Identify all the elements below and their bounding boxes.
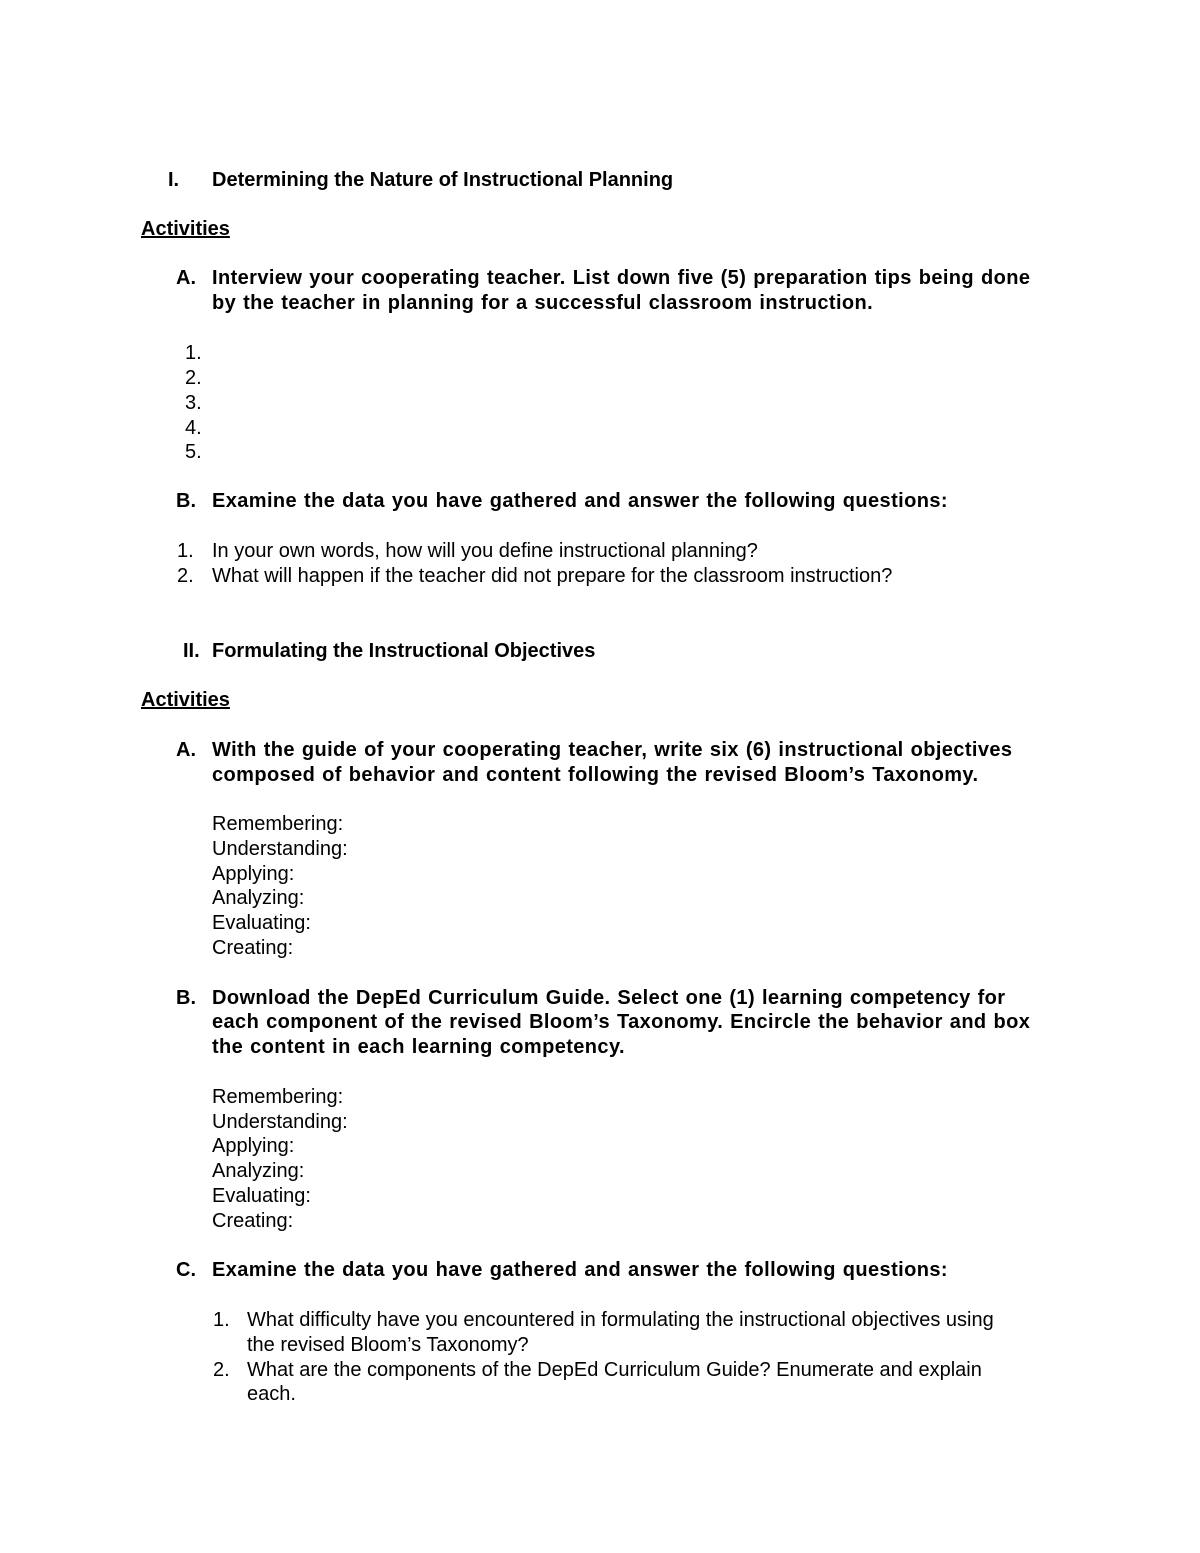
list-item: 2. — [185, 367, 202, 389]
bloom-level-label: Remembering: — [212, 813, 344, 835]
section2-title: Formulating the Instructional Objectives — [212, 640, 596, 662]
section2-numeral: II. — [183, 640, 200, 662]
section1-title: Determining the Nature of Instructional Planning — [212, 169, 674, 191]
list-item: 5. — [185, 441, 202, 463]
section1-activities-heading: Activities — [141, 218, 230, 240]
bloom-level-label: Creating: — [212, 937, 294, 959]
bloom-level-label: Evaluating: — [212, 912, 311, 934]
question-text-line1: What difficulty have you encountered in formulating the instructional objectives using — [247, 1309, 994, 1331]
section2-b-letter: B. — [176, 987, 196, 1009]
question-number: 2. — [177, 565, 194, 587]
bloom-level-label: Analyzing: — [212, 887, 305, 909]
list-item: 1. — [185, 342, 202, 364]
section2-b-line2: each component of the revised Bloom’s Taxonomy. Encircle the behavior and box — [212, 1011, 1031, 1033]
section2-a-letter: A. — [176, 739, 196, 761]
bloom-level-label: Understanding: — [212, 838, 348, 860]
bloom-level-label: Evaluating: — [212, 1185, 311, 1207]
question-text-line2: the revised Bloom’s Taxonomy? — [247, 1334, 529, 1356]
section2-activities-heading: Activities — [141, 689, 230, 711]
bloom-level-label: Understanding: — [212, 1111, 348, 1133]
bloom-level-label: Remembering: — [212, 1086, 344, 1108]
section2-a-line1: With the guide of your cooperating teacher, write six (6) instructional objectives — [212, 739, 1013, 761]
section2-b-line3: the content in each learning competency. — [212, 1036, 625, 1058]
question-number: 1. — [213, 1309, 230, 1331]
section2-a-line2: composed of behavior and content following the revised Bloom’s Taxonomy. — [212, 764, 979, 786]
section1-b-letter: B. — [176, 490, 196, 512]
section2-b-line1: Download the DepEd Curriculum Guide. Select one (1) learning competency for — [212, 987, 1006, 1009]
bloom-level-label: Creating: — [212, 1210, 294, 1232]
section1-a-line1: Interview your cooperating teacher. List down five (5) preparation tips being done — [212, 267, 1031, 289]
section2-c-text: Examine the data you have gathered and answer the following questions: — [212, 1259, 948, 1281]
question-number: 2. — [213, 1359, 230, 1381]
section2-c-letter: C. — [176, 1259, 196, 1281]
question-text: In your own words, how will you define instructional planning? — [212, 540, 758, 562]
bloom-level-label: Analyzing: — [212, 1160, 305, 1182]
question-text-line1: What are the components of the DepEd Curriculum Guide? Enumerate and explain — [247, 1359, 982, 1381]
question-text-line2: each. — [247, 1383, 296, 1405]
list-item: 3. — [185, 392, 202, 414]
bloom-level-label: Applying: — [212, 1135, 295, 1157]
section1-a-line2: by the teacher in planning for a successful classroom instruction. — [212, 292, 874, 314]
section1-b-text: Examine the data you have gathered and answer the following questions: — [212, 490, 948, 512]
section1-a-letter: A. — [176, 267, 196, 289]
question-number: 1. — [177, 540, 194, 562]
question-text: What will happen if the teacher did not prepare for the classroom instruction? — [212, 565, 893, 587]
section1-numeral: I. — [168, 169, 180, 191]
list-item: 4. — [185, 417, 202, 439]
bloom-level-label: Applying: — [212, 863, 295, 885]
